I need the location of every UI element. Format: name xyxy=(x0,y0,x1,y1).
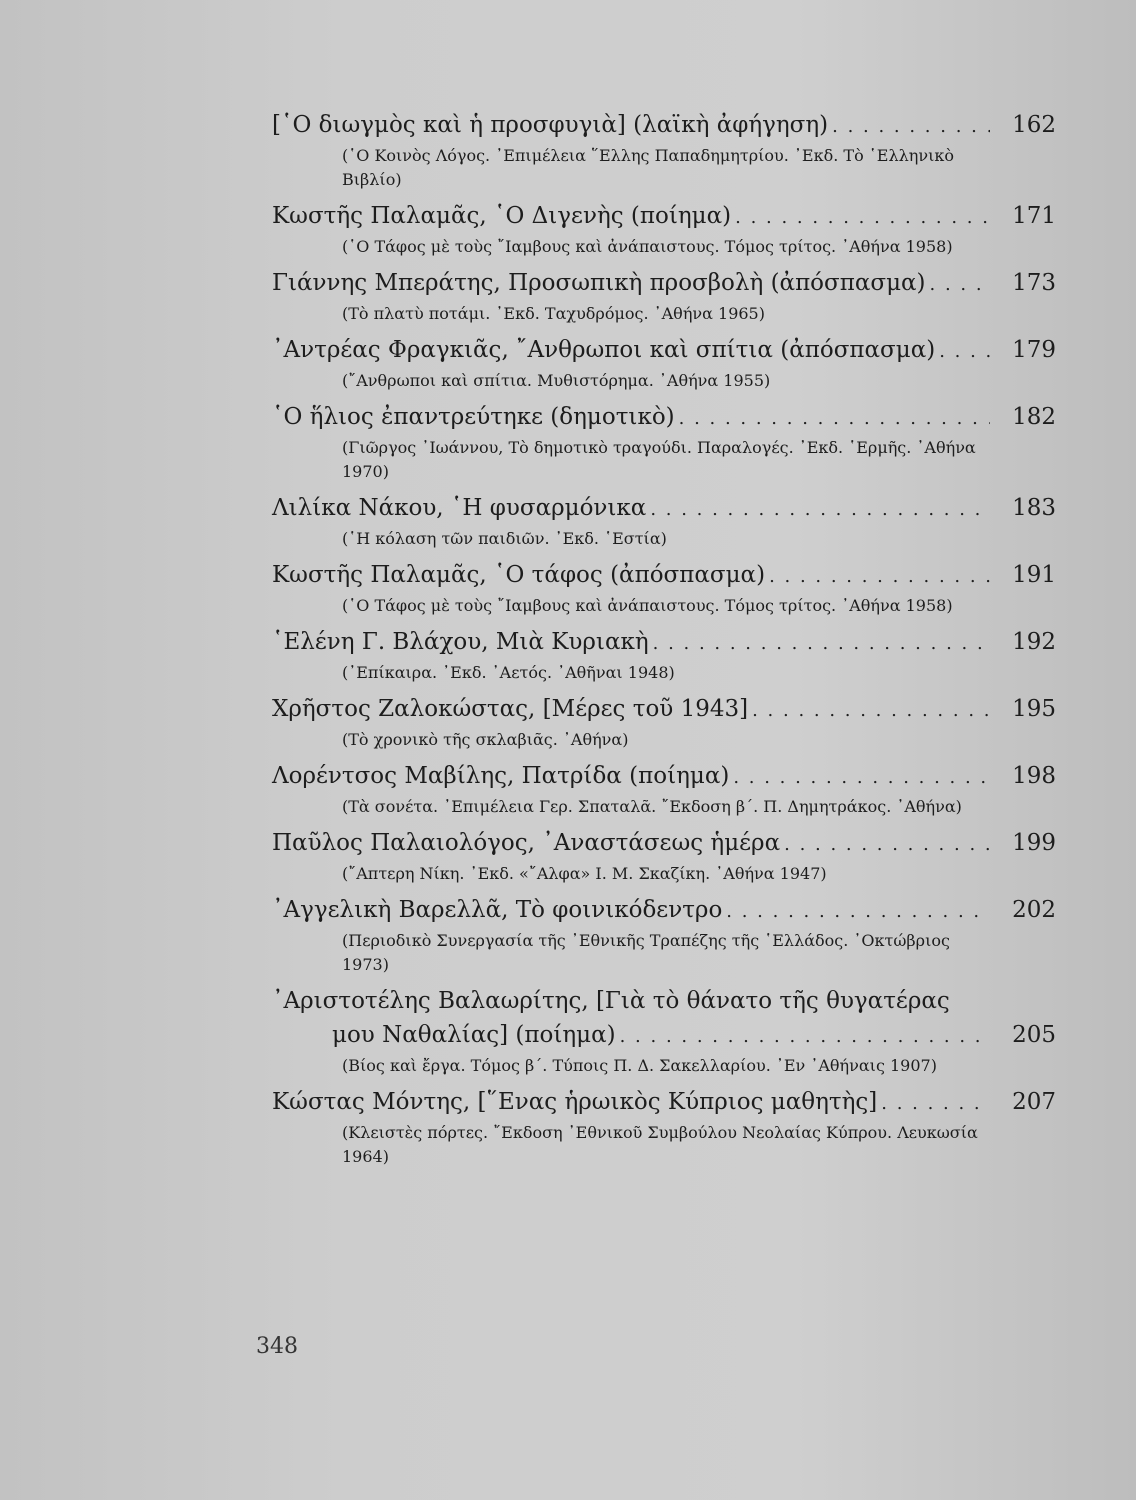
entry-source: (῾Ο Κοινὸς Λόγος. ᾿Επιμέλεια ῞Ελλης Παπαδημητρίου. ᾿Εκδ. Τὸ ῾Ελληνικὸ Βιβλίο) xyxy=(342,146,954,189)
dot-leader xyxy=(679,402,990,436)
entry-source: (῾Ο Τάφος μὲ τοὺς ῎Ιαμβους καὶ ἀνάπαιστους. Τόμος τρίτος. ᾿Αθήνα 1958) xyxy=(342,596,953,615)
toc-entry xyxy=(272,199,1072,259)
toc-entry xyxy=(272,893,1072,977)
entry-source: (῎Απτερη Νίκη. ᾿Εκδ. «῎Αλφα» Ι. Μ. Σκαζίκη. ᾿Αθήνα 1947) xyxy=(342,864,827,883)
toc-entry xyxy=(272,491,1072,551)
toc-entry xyxy=(272,826,1072,886)
toc-entry xyxy=(272,266,1072,326)
toc-entry xyxy=(272,692,1072,752)
entry-title: Κώστας Μόντης, [῞Ενας ἡρωικὸς Κύπριος μαθητὴς] xyxy=(272,1089,878,1115)
entry-page-number: 199 xyxy=(1012,830,1056,856)
dot-leader xyxy=(726,895,990,929)
entry-source: (Τὸ χρονικὸ τῆς σκλαβιᾶς. ᾿Αθήνα) xyxy=(342,730,629,749)
toc-entry xyxy=(272,1085,1072,1169)
dot-leader xyxy=(784,828,990,862)
entry-source: (Γιῶργος ᾿Ιωάννου, Τὸ δημοτικὸ τραγούδι. Παραλογές. ᾿Εκδ. ῾Ερμῆς. ᾿Αθήνα 1970) xyxy=(342,438,976,481)
dot-leader xyxy=(939,335,990,369)
entry-source: (᾿Επίκαιρα. ᾿Εκδ. ᾿Αετός. ᾿Αθῆναι 1948) xyxy=(342,663,675,682)
entry-page-number: 173 xyxy=(1012,270,1056,296)
entry-source: (Τὸ πλατὺ ποτάμι. ᾿Εκδ. Ταχυδρόμος. ᾿Αθήνα 1965) xyxy=(342,304,765,323)
entry-title-first-line: ᾿Αριστοτέλης Βαλαωρίτης, [Γιὰ τὸ θάνατο τῆς θυγατέρας xyxy=(272,988,950,1014)
entry-page-number: 171 xyxy=(1012,203,1056,229)
entry-main-line xyxy=(272,893,1056,929)
entry-page-number: 207 xyxy=(1012,1089,1056,1115)
entry-main-line xyxy=(272,759,1056,795)
entry-title: Γιάννης Μπεράτης, Προσωπικὴ προσβολὴ (ἀπόσπασμα) xyxy=(272,270,926,296)
dot-leader xyxy=(653,627,990,661)
table-of-contents xyxy=(272,108,1072,1176)
entry-page-number: 198 xyxy=(1012,763,1056,789)
dot-leader xyxy=(735,201,990,235)
entry-source: (Κλειστὲς πόρτες. ῎Εκδοση ᾿Εθνικοῦ Συμβούλου Νεολαίας Κύπρου. Λευκωσία 1964) xyxy=(342,1123,978,1166)
entry-main-line xyxy=(272,692,1056,728)
entry-page-number: 182 xyxy=(1012,404,1056,430)
entry-main-line xyxy=(272,266,1056,302)
entry-main-line xyxy=(272,1018,1056,1054)
dot-leader xyxy=(650,493,990,527)
entry-title: Λιλίκα Νάκου, ῾Η φυσαρμόνικα xyxy=(272,495,647,521)
entry-title: ᾿Αντρέας Φραγκιᾶς, ῎Ανθρωποι καὶ σπίτια (ἀπόσπασμα) xyxy=(272,337,936,363)
entry-title: Παῦλος Παλαιολόγος, ᾿Αναστάσεως ἡμέρα xyxy=(272,830,781,856)
entry-source: (῎Ανθρωποι καὶ σπίτια. Μυθιστόρημα. ᾿Αθήνα 1955) xyxy=(342,371,771,390)
entry-source: (῾Η κόλαση τῶν παιδιῶν. ᾿Εκδ. ῾Εστία) xyxy=(342,529,667,548)
entry-page-number: 192 xyxy=(1012,629,1056,655)
dot-leader xyxy=(620,1020,990,1054)
entry-page-number: 162 xyxy=(1012,112,1056,138)
entry-page-number: 183 xyxy=(1012,495,1056,521)
entry-main-line xyxy=(272,826,1056,862)
toc-entry xyxy=(272,108,1072,192)
entry-source: (῾Ο Τάφος μὲ τοὺς ῎Ιαμβους καὶ ἀνάπαιστους. Τόμος τρίτος. ᾿Αθήνα 1958) xyxy=(342,237,953,256)
page-number: 348 xyxy=(256,1334,298,1359)
entry-main-line xyxy=(272,558,1056,594)
entry-source: (Βίος καὶ ἔργα. Τόμος β΄. Τύποις Π. Δ. Σακελλαρίου. ᾿Εν ᾿Αθήναις 1907) xyxy=(342,1056,937,1075)
dot-leader xyxy=(769,560,990,594)
entry-source: (Περιοδικὸ Συνεργασία τῆς ᾿Εθνικῆς Τραπέζης τῆς ῾Ελλάδος. ᾿Οκτώβριος 1973) xyxy=(342,931,950,974)
toc-entry xyxy=(272,558,1072,618)
entry-title: Λορέντσος Μαβίλης, Πατρίδα (ποίημα) xyxy=(272,763,730,789)
entry-main-line xyxy=(272,199,1056,235)
toc-entry xyxy=(272,625,1072,685)
dot-leader xyxy=(752,694,990,728)
entry-title: Κωστῆς Παλαμᾶς, ῾Ο Διγενὴς (ποίημα) xyxy=(272,203,732,229)
entry-main-line xyxy=(272,333,1056,369)
entry-page-number: 191 xyxy=(1012,562,1056,588)
entry-page-number: 202 xyxy=(1012,897,1056,923)
toc-entry xyxy=(272,333,1072,393)
dot-leader xyxy=(930,268,990,302)
entry-main-line xyxy=(272,108,1056,144)
entry-main-line xyxy=(272,1085,1056,1121)
entry-title: ῾Ελένη Γ. Βλάχου, Μιὰ Κυριακὴ xyxy=(272,629,649,655)
entry-main-line xyxy=(272,625,1056,661)
dot-leader xyxy=(733,761,990,795)
entry-source: (Τὰ σονέτα. ᾿Επιμέλεια Γερ. Σπαταλᾶ. ῎Εκδοση β΄. Π. Δημητράκος. ᾿Αθήνα) xyxy=(342,797,962,816)
toc-entry xyxy=(272,759,1072,819)
dot-leader xyxy=(881,1087,990,1121)
entry-page-number: 195 xyxy=(1012,696,1056,722)
entry-page-number: 205 xyxy=(1012,1022,1056,1048)
entry-page-number: 179 xyxy=(1012,337,1056,363)
toc-entry xyxy=(272,984,1072,1078)
entry-title: Χρῆστος Ζαλοκώστας, [Μέρες τοῦ 1943] xyxy=(272,696,749,722)
entry-title: [῾Ο διωγμὸς καὶ ἡ προσφυγιὰ] (λαϊκὴ ἀφήγηση) xyxy=(272,112,829,138)
entry-title: ῾Ο ἥλιος ἐπαντρεύτηκε (δημοτικὸ) xyxy=(272,404,675,430)
entry-title: ᾿Αγγελικὴ Βαρελλᾶ, Τὸ φοινικόδεντρο xyxy=(272,897,723,923)
entry-main-line xyxy=(272,400,1056,436)
toc-entry xyxy=(272,400,1072,484)
entry-title: μου Ναθαλίας] (ποίημα) xyxy=(332,1022,616,1048)
dot-leader xyxy=(832,110,990,144)
entry-main-line xyxy=(272,491,1056,527)
entry-title: Κωστῆς Παλαμᾶς, ῾Ο τάφος (ἀπόσπασμα) xyxy=(272,562,766,588)
